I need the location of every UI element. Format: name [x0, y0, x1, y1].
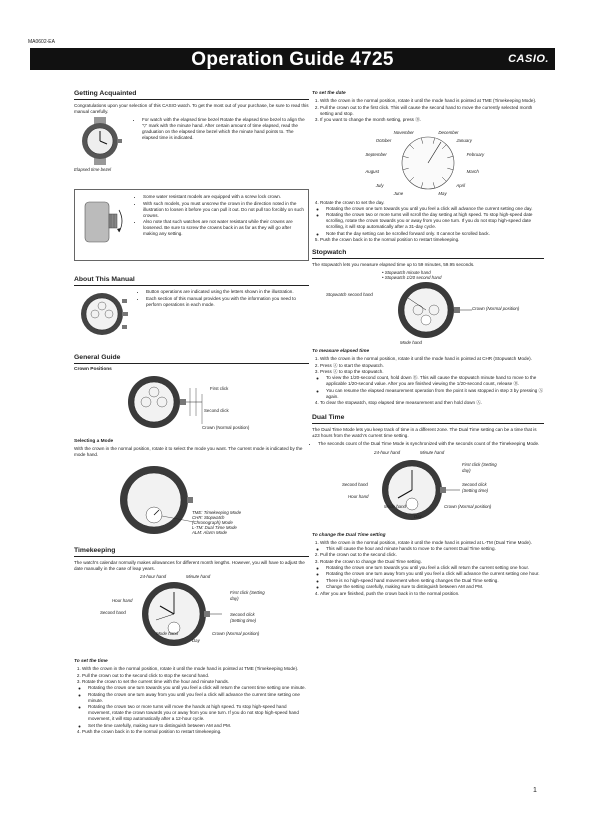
- sw-120-label: • Stopwatch 1/20 second hand: [382, 275, 442, 280]
- month-label: September: [365, 152, 387, 158]
- mode-dial-icon: [114, 460, 204, 540]
- general-guide-section: [74, 355, 309, 544]
- dt-mode-label: Mode hand: [384, 503, 406, 509]
- bezel-watch-figure: [74, 117, 132, 175]
- section-heading: Timekeeping: [74, 548, 309, 557]
- crown-positions-heading: Crown Positions: [74, 367, 112, 372]
- mode-hand-label: Mode hand: [156, 631, 178, 636]
- section-heading: General Guide: [74, 355, 309, 364]
- month-label: August: [365, 168, 380, 174]
- timekeeping-intro: The watch's calendar normally makes allowances for different month lengths. However, you will have to adjust the date manually in the case of leap years.: [74, 560, 305, 571]
- hour24-label: 24-hour hand: [140, 574, 167, 579]
- bullet: ◦ Rotating the crown one turn towards you until you feel a click will return the current time setting one minute.: [88, 685, 309, 691]
- dt-first-label: First click (Setting day): [462, 461, 497, 473]
- measure-heading: To measure elapsed time: [312, 349, 370, 354]
- bullet: ◦ There is no high-speed hand movement when setting changes the Dual Time setting.: [326, 578, 544, 584]
- right-column: [312, 91, 544, 597]
- step: 4. Push the crown back in to the normal position to restart timekeeping.: [82, 729, 309, 735]
- watch-buttons-icon: [74, 289, 134, 339]
- mode-item: TME: Timekeeping Mode: [192, 510, 242, 515]
- sw-mode-label: Mode hand: [400, 340, 422, 345]
- dt-minute-label: Minute hand: [420, 449, 445, 455]
- box-bullet: • Also note that such watches are not water resistant while their crowns are loosened. Be sure to screw the crowns back in as far as they will go after making any setting.: [143, 219, 304, 237]
- bullet: ◦ This will cause the hour and minute hands to move to the current Dual Time setting.: [326, 546, 544, 552]
- dt-hour24-label: 24-hour hand: [374, 449, 401, 455]
- step: 3. Press Ⓐ to stop the stopwatch. ◦ To view the 1/20-second count, hold down Ⓑ. This will cause the stopwatch minute hand to move to the applicable 1/20-second value. After you are finished viewing the 1/20-second count, release Ⓑ. ◦ You can resume the elapsed measurement operation from the point it was stopped in step 3 by pressing Ⓐ again.: [320, 369, 544, 400]
- bullet: ◦ Set the time carefully, making sure to distinguish between AM and PM.: [88, 723, 309, 729]
- mode-item: ALM: Alarm Mode: [192, 530, 227, 535]
- month-label: November: [393, 129, 414, 135]
- crown-normal-label: Crown (Normal position): [202, 425, 250, 430]
- screw-crown-icon: [79, 194, 131, 250]
- selecting-mode-heading: Selecting a Mode: [74, 439, 114, 444]
- bullet: ◦ Change the setting carefully, making sure to distinguish between AM and PM.: [326, 584, 544, 590]
- change-dual-heading: To change the Dual Time setting: [312, 532, 386, 538]
- step: 5. Push the crown back in to the normal position to restart timekeeping.: [320, 237, 544, 243]
- dt-second-click-label: Second click (Setting time): [462, 481, 489, 493]
- watch-bezel-icon: [74, 117, 126, 165]
- bullet: ◦ Rotating the crown one turn away from you until you feel a click will advance the current setting one hour.: [326, 571, 544, 577]
- set-date-heading: To set the date: [312, 91, 346, 96]
- bullet: ◦ Rotating the crown two or more turns will scroll the day setting at high speed. To stop high-speed date scrolling, rotate the crown towards you or away from you one turn. If you do not stop high-speed date scrolling, it will stop automatically after a 31-day cycle.: [326, 212, 544, 230]
- month-label: June: [393, 191, 404, 197]
- mode-item: L-TM: Dual Time Mode: [192, 525, 237, 530]
- bullet: ◦ Rotating the crown one turn towards you until you feel a click will return the current setting one hour.: [326, 565, 544, 571]
- stopwatch-figure: [312, 270, 544, 346]
- set-time-heading: To set the time: [74, 659, 108, 664]
- step: 4. After you are finished, push the crown back in to the normal position.: [320, 591, 544, 597]
- page-title: Operation Guide 4725: [191, 49, 394, 70]
- timekeeping-figure: [74, 574, 309, 656]
- stopwatch-watch-icon: [392, 278, 472, 344]
- stopwatch-intro: The stopwatch lets you measure elapsed time up to 59 minutes, 59.95 seconds.: [312, 262, 475, 267]
- bullet: ◦ Rotating the crown one turn towards you until you feel a click will advance the current setting one day.: [326, 206, 544, 212]
- about-bullet: • Button operations are indicated using the letters shown in the illustration.: [146, 289, 309, 295]
- section-heading: Stopwatch: [312, 250, 544, 259]
- dt-crown-label: Crown (Normal position): [444, 503, 492, 509]
- dt-hour-label: Hour hand: [348, 493, 369, 499]
- bullet: ◦ You can resume the elapsed measurement operation from the point it was stopped in step 3 by pressing Ⓐ again.: [326, 388, 544, 400]
- casio-logo: CASIO.: [508, 53, 549, 65]
- second-click-label: Second click (Setting time): [230, 612, 257, 623]
- sw-minute-label: • Stopwatch minute hand: [382, 270, 431, 275]
- dual-time-intro: The Dual Time Mode lets you keep track of time in a different zone. The Dual Time setting can be a time that is ±23 hours from the watch's current time setting.: [312, 427, 537, 438]
- second-click-label: Second click: [204, 408, 229, 413]
- mode-dial-figure: [74, 460, 309, 544]
- step: 3. Rotate the crown to change the Dual Time setting. ◦ Rotating the crown one turn towards you until you feel a click will return the current setting one hour. ◦ Rotating the crown one turn away from you until you feel a click will advance the current setting one hour. ◦ There is no high-speed hand movement when setting changes the Dual Time setting. ◦ Change the setting carefully, making sure to distinguish between AM and PM.: [320, 559, 544, 591]
- page-number: 1: [533, 787, 537, 794]
- section-heading: Getting Acquainted: [74, 91, 309, 100]
- month-label: July: [375, 183, 384, 189]
- step: 1. With the crown in the normal position, rotate it until the mode hand is pointed at TME (Timekeeping Mode).: [82, 666, 309, 672]
- bullet: ◦ Rotating the crown one turn away from you until you feel a click will advance the current time setting one minute.: [88, 692, 309, 704]
- timekeeping-section: [74, 548, 309, 735]
- month-label: October: [375, 137, 392, 143]
- hour-label: Hour hand: [112, 598, 133, 603]
- dual-time-section: [312, 415, 544, 597]
- about-manual-section: [74, 277, 309, 351]
- crown-positions-figure: [74, 374, 309, 436]
- sw-second-label: Stopwatch second hand: [326, 292, 373, 297]
- set-date-section: [312, 91, 544, 243]
- day-label: Day: [192, 638, 200, 643]
- step: 4. Rotate the crown to set the day. ◦ Rotating the crown one turn towards you until you feel a click will advance the current setting one day. ◦ Rotating the crown two or more turns will scroll the day setting at high speed. To stop high-speed date scrolling, rotate the crown towards you or away from you one turn. If you do not stop high-speed date scrolling, it will stop automatically after a 31-day cycle. ◦ Note that the day setting can be scrolled forward only. It cannot be scrolled back.: [320, 200, 544, 237]
- first-click-label: First click: [210, 386, 229, 391]
- stopwatch-section: [312, 250, 544, 406]
- mode-list: [192, 510, 241, 535]
- bullet: • The seconds count of the Dual Time Mode is synchronized with the seconds count of the Timekeeping Mode.: [318, 441, 544, 447]
- step: 2. Press Ⓐ to start the stopwatch.: [320, 363, 544, 369]
- getting-acquainted-section: [74, 91, 309, 261]
- month-label: December: [438, 129, 459, 135]
- minute-label: Minute hand: [186, 574, 211, 579]
- dt-second-label: Second hand: [342, 481, 368, 487]
- bezel-caption: Elapsed time bezel: [74, 167, 112, 172]
- second-label: Second hand: [100, 610, 126, 615]
- intro-text: Congratulations upon your selection of this CASIO watch. To get the most out of your purchase, be sure to read this manual carefully.: [74, 103, 309, 114]
- step: 2. Pull the crown out to the second click.: [320, 552, 544, 558]
- step: 3. If you want to change the month setting, press Ⓑ.: [320, 117, 544, 123]
- bullet: ◦ To view the 1/20-second count, hold down Ⓑ. This will cause the stopwatch minute hand to move to the applicable 1/20-second value. After you are finished viewing the 1/20-second count, release Ⓑ.: [326, 375, 544, 387]
- sw-crown-label: Crown (Normal position): [472, 306, 520, 311]
- step: 1. With the crown in the normal position, rotate it until the mode hand is pointed at L-TM (Dual Time Mode). ◦ This will cause the hour and minute hands to move to the current Dual Time setting.: [320, 540, 544, 552]
- mode-item: (Chronograph) Mode: [192, 520, 233, 525]
- step: 4. To clear the stopwatch, stop elapsed time measurement and then hold down Ⓐ.: [320, 400, 544, 406]
- step: 1. With the crown in the normal position, rotate it until the mode hand is pointed at TME (Timekeeping Mode).: [320, 98, 544, 104]
- month-label: January: [456, 137, 472, 143]
- step: 1. With the crown in the normal position, rotate it until the mode hand is pointed at CHR (Stopwatch Mode).: [320, 356, 544, 362]
- title-banner: [30, 48, 555, 70]
- month-label: February: [466, 152, 485, 158]
- selecting-mode-text: With the crown in the normal position, rotate it to select the mode you want. The current mode is indicated by the mode hand.: [74, 446, 303, 457]
- dt-day-label: Day: [414, 513, 422, 519]
- step: 2. Pull the crown out to the first click. This will cause the second hand to move the currently selected month setting and stop.: [320, 105, 544, 117]
- bullet: ◦ Note that the day setting can be scrolled forward only. It cannot be scrolled back.: [326, 231, 544, 237]
- section-heading: About This Manual: [74, 277, 309, 286]
- box-bullet: • Some water resistant models are equipped with a screw lock crown.: [143, 194, 304, 200]
- bezel-bullet: • For watch with the elapsed time bezel Rotate the elapsed time bezel to align the '▽' mark with the minute hand. After certain amount of time elapsed, read the graduation on the elapsed time bezel which the minute hand points to. The elapsed time is indicated.: [142, 117, 309, 141]
- about-bullet: • Each section of this manual provides you with the information you need to perform operations in each mode.: [146, 296, 309, 308]
- step: 3. Rotate the crown to set the current time with the hour and minute hands. ◦ Rotating the crown one turn towards you until you feel a click will return the current time setting one minute. ◦ Rotating the crown one turn away from you until you feel a click will advance the current time setting one minute. ◦ Rotating the crown two or more turns will move the hands at high speed. To stop high-speed hand movement, rotate the crown towards you or away from you one turn. If you do not stop high-speed hand movement, it will stop automatically after a 12-hour cycle. ◦ Set the time carefully, making sure to distinguish between AM and PM.: [82, 679, 309, 729]
- timekeeping-watch-icon: [134, 576, 224, 654]
- mode-item: CHR: Stopwatch: [192, 515, 225, 520]
- left-column: [74, 91, 309, 736]
- model-code: MA0602-EA: [28, 39, 55, 45]
- month-label: May: [438, 191, 447, 197]
- month-label: April: [456, 183, 466, 189]
- section-heading: Dual Time: [312, 415, 544, 424]
- first-click-label: First click (Setting day): [230, 590, 265, 601]
- screw-crown-note-box: [74, 189, 309, 261]
- crown-label: Crown (Normal position): [212, 631, 260, 636]
- month-label: March: [466, 168, 479, 174]
- step: 2. Pull the crown out to the second click to stop the second hand.: [82, 673, 309, 679]
- box-bullet: • With such models, you must unscrew the crown in the direction noted in the illustration to loosen it before you can pull it out. Do not pull too forcibly on such crowns.: [143, 201, 304, 219]
- dual-time-figure: [312, 448, 544, 530]
- bullet: ◦ Rotating the crown two or more turns will move the hands at high speed. To stop high-speed hand movement, rotate the crown towards you or away from you one turn. If you do not stop high-speed hand movement, it will stop automatically after a 12-hour cycle.: [88, 704, 309, 722]
- month-dial-figure: [312, 124, 544, 200]
